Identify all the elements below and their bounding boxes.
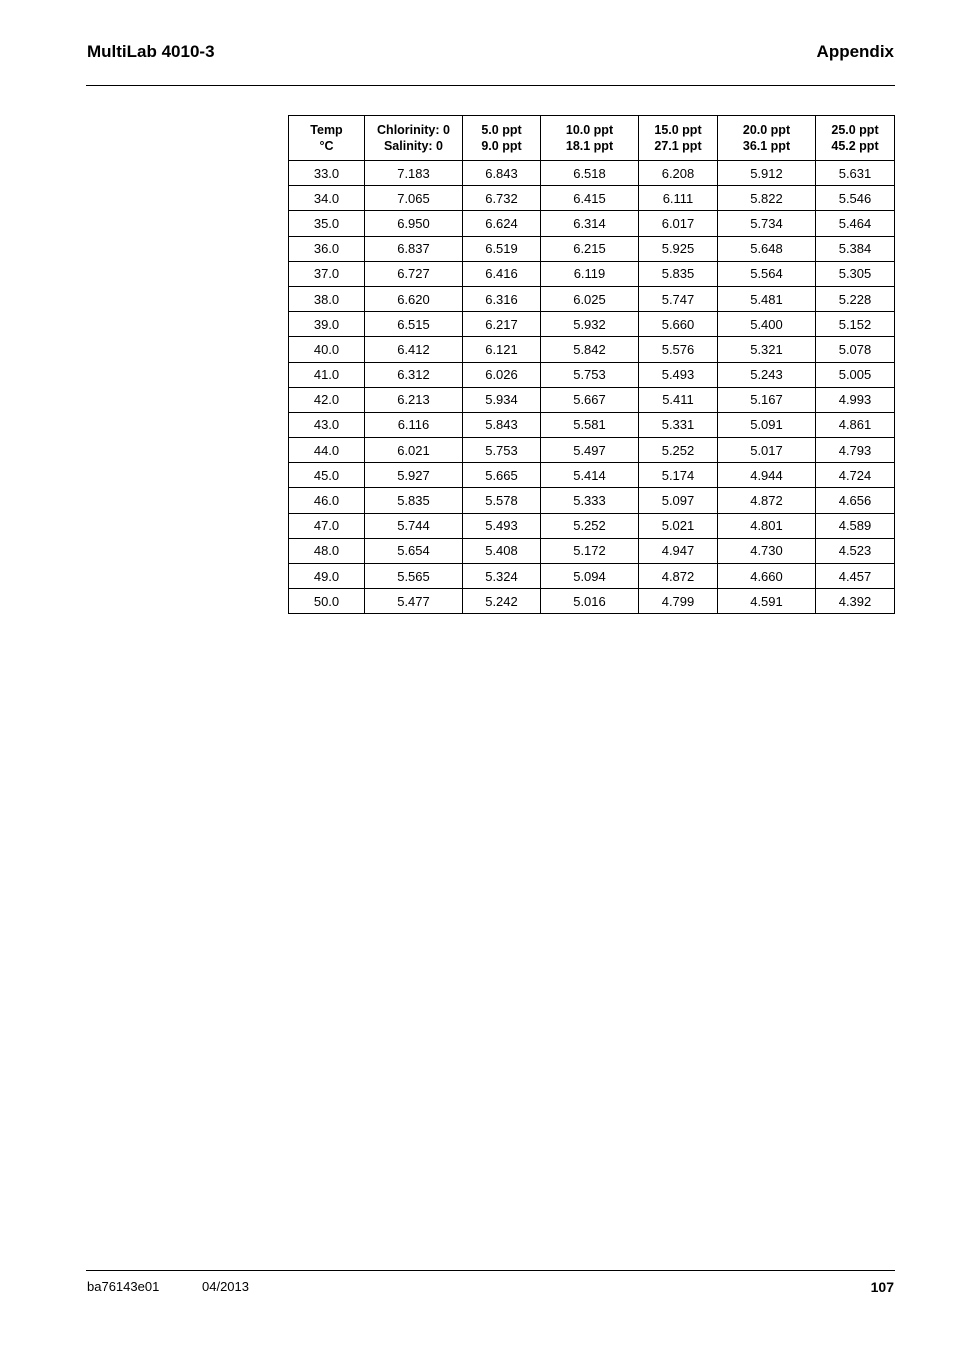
- value-cell: 6.316: [463, 286, 541, 311]
- value-cell: 4.523: [816, 538, 895, 563]
- column-header: [718, 116, 816, 161]
- value-cell: 6.727: [365, 261, 463, 286]
- value-cell: 6.312: [365, 362, 463, 387]
- table-header-row: [289, 116, 895, 161]
- value-cell: 5.331: [639, 412, 718, 437]
- header-divider: [86, 85, 895, 86]
- value-cell: 4.993: [816, 387, 895, 412]
- value-cell: 5.934: [463, 387, 541, 412]
- value-cell: 5.005: [816, 362, 895, 387]
- value-cell: 5.667: [541, 387, 639, 412]
- column-header-line: 27.1 ppt: [654, 139, 702, 153]
- temperature-cell: 43.0: [289, 412, 365, 437]
- value-cell: 4.589: [816, 513, 895, 538]
- value-cell: 5.835: [365, 488, 463, 513]
- value-cell: 5.174: [639, 463, 718, 488]
- value-cell: 5.932: [541, 312, 639, 337]
- column-header-line: 10.0 ppt: [565, 123, 614, 137]
- value-cell: 5.321: [718, 337, 816, 362]
- value-cell: 5.578: [463, 488, 541, 513]
- value-cell: 5.564: [718, 261, 816, 286]
- value-cell: 5.648: [718, 236, 816, 261]
- value-cell: 5.753: [541, 362, 639, 387]
- footer-divider: [86, 1270, 895, 1271]
- value-cell: 6.119: [541, 261, 639, 286]
- table-row: [289, 211, 895, 236]
- value-cell: 5.021: [639, 513, 718, 538]
- column-header: [365, 116, 463, 161]
- value-cell: 5.654: [365, 538, 463, 563]
- column-header: [289, 116, 365, 161]
- value-cell: 6.518: [541, 161, 639, 186]
- table-row: [289, 564, 895, 589]
- temperature-cell: 49.0: [289, 564, 365, 589]
- value-cell: 4.392: [816, 589, 895, 614]
- column-header-line: 18.1 ppt: [565, 139, 614, 153]
- oxygen-solubility-table: [288, 115, 895, 614]
- value-cell: 4.872: [639, 564, 718, 589]
- value-cell: 5.324: [463, 564, 541, 589]
- value-cell: 5.835: [639, 261, 718, 286]
- table-row: [289, 312, 895, 337]
- value-cell: 7.065: [365, 186, 463, 211]
- temperature-cell: 42.0: [289, 387, 365, 412]
- table-row: [289, 488, 895, 513]
- table-row: [289, 438, 895, 463]
- temperature-cell: 48.0: [289, 538, 365, 563]
- section-title: Appendix: [816, 42, 894, 61]
- column-header-line: Salinity: 0: [383, 139, 444, 153]
- value-cell: 5.843: [463, 412, 541, 437]
- value-cell: 5.411: [639, 387, 718, 412]
- value-cell: 5.744: [365, 513, 463, 538]
- table-row: [289, 286, 895, 311]
- value-cell: 5.925: [639, 236, 718, 261]
- value-cell: 6.732: [463, 186, 541, 211]
- value-cell: 4.947: [639, 538, 718, 563]
- value-cell: 6.111: [639, 186, 718, 211]
- table-row: [289, 538, 895, 563]
- temperature-cell: 44.0: [289, 438, 365, 463]
- column-header-line: 45.2 ppt: [831, 139, 879, 153]
- temperature-cell: 33.0: [289, 161, 365, 186]
- value-cell: 5.493: [639, 362, 718, 387]
- page-number: 107: [870, 1279, 894, 1295]
- value-cell: 5.078: [816, 337, 895, 362]
- temperature-cell: 50.0: [289, 589, 365, 614]
- table-row: [289, 412, 895, 437]
- temperature-cell: 41.0: [289, 362, 365, 387]
- value-cell: 6.620: [365, 286, 463, 311]
- value-cell: 6.213: [365, 387, 463, 412]
- value-cell: 4.660: [718, 564, 816, 589]
- value-cell: 5.912: [718, 161, 816, 186]
- column-header-line: 20.0 ppt: [742, 123, 791, 137]
- value-cell: 6.208: [639, 161, 718, 186]
- document-date: 04/2013: [202, 1279, 249, 1294]
- column-header-line: 9.0 ppt: [481, 139, 522, 153]
- value-cell: 5.497: [541, 438, 639, 463]
- temperature-cell: 37.0: [289, 261, 365, 286]
- value-cell: 6.837: [365, 236, 463, 261]
- value-cell: 4.801: [718, 513, 816, 538]
- value-cell: 6.415: [541, 186, 639, 211]
- temperature-cell: 46.0: [289, 488, 365, 513]
- value-cell: 5.097: [639, 488, 718, 513]
- value-cell: 6.314: [541, 211, 639, 236]
- table-body: [289, 161, 895, 614]
- value-cell: 5.753: [463, 438, 541, 463]
- value-cell: 5.477: [365, 589, 463, 614]
- temperature-cell: 35.0: [289, 211, 365, 236]
- value-cell: 5.333: [541, 488, 639, 513]
- column-header-line: 5.0 ppt: [481, 123, 522, 137]
- value-cell: 5.822: [718, 186, 816, 211]
- value-cell: 5.172: [541, 538, 639, 563]
- table-row: [289, 589, 895, 614]
- table-row: [289, 261, 895, 286]
- value-cell: 5.094: [541, 564, 639, 589]
- temperature-cell: 47.0: [289, 513, 365, 538]
- temperature-cell: 40.0: [289, 337, 365, 362]
- value-cell: 4.872: [718, 488, 816, 513]
- value-cell: 5.252: [541, 513, 639, 538]
- value-cell: 5.565: [365, 564, 463, 589]
- value-cell: 4.793: [816, 438, 895, 463]
- value-cell: 5.581: [541, 412, 639, 437]
- column-header-line: °C: [319, 139, 334, 153]
- table-row: [289, 463, 895, 488]
- value-cell: 4.591: [718, 589, 816, 614]
- value-cell: 5.017: [718, 438, 816, 463]
- column-header: [541, 116, 639, 161]
- table-row: [289, 236, 895, 261]
- value-cell: 5.400: [718, 312, 816, 337]
- temperature-cell: 36.0: [289, 236, 365, 261]
- value-cell: 6.416: [463, 261, 541, 286]
- column-header: [816, 116, 895, 161]
- value-cell: 6.519: [463, 236, 541, 261]
- table-row: [289, 186, 895, 211]
- value-cell: 5.243: [718, 362, 816, 387]
- value-cell: 6.843: [463, 161, 541, 186]
- value-cell: 6.950: [365, 211, 463, 236]
- value-cell: 4.730: [718, 538, 816, 563]
- column-header-line: Chlorinity: 0: [377, 123, 450, 137]
- value-cell: 5.665: [463, 463, 541, 488]
- value-cell: 4.944: [718, 463, 816, 488]
- value-cell: 5.927: [365, 463, 463, 488]
- value-cell: 5.242: [463, 589, 541, 614]
- value-cell: 5.016: [541, 589, 639, 614]
- column-header-line: 36.1 ppt: [742, 139, 791, 153]
- column-header: [639, 116, 718, 161]
- value-cell: 5.384: [816, 236, 895, 261]
- value-cell: 5.842: [541, 337, 639, 362]
- value-cell: 4.724: [816, 463, 895, 488]
- value-cell: 6.026: [463, 362, 541, 387]
- value-cell: 4.656: [816, 488, 895, 513]
- value-cell: 6.025: [541, 286, 639, 311]
- column-header-line: 25.0 ppt: [831, 123, 879, 137]
- value-cell: 6.624: [463, 211, 541, 236]
- value-cell: 5.546: [816, 186, 895, 211]
- value-cell: 7.183: [365, 161, 463, 186]
- value-cell: 5.252: [639, 438, 718, 463]
- table-row: [289, 362, 895, 387]
- temperature-cell: 38.0: [289, 286, 365, 311]
- value-cell: 4.799: [639, 589, 718, 614]
- column-header: [463, 116, 541, 161]
- value-cell: 5.414: [541, 463, 639, 488]
- value-cell: 5.408: [463, 538, 541, 563]
- document-title: MultiLab 4010-3: [87, 42, 215, 61]
- temperature-cell: 34.0: [289, 186, 365, 211]
- table-row: [289, 337, 895, 362]
- value-cell: 6.217: [463, 312, 541, 337]
- value-cell: 4.861: [816, 412, 895, 437]
- temperature-cell: 39.0: [289, 312, 365, 337]
- value-cell: 5.305: [816, 261, 895, 286]
- column-header-line: Temp: [310, 123, 343, 137]
- value-cell: 5.464: [816, 211, 895, 236]
- value-cell: 5.734: [718, 211, 816, 236]
- value-cell: 5.228: [816, 286, 895, 311]
- value-cell: 6.412: [365, 337, 463, 362]
- value-cell: 6.515: [365, 312, 463, 337]
- value-cell: 4.457: [816, 564, 895, 589]
- value-cell: 5.152: [816, 312, 895, 337]
- value-cell: 5.576: [639, 337, 718, 362]
- table-row: [289, 161, 895, 186]
- value-cell: 5.481: [718, 286, 816, 311]
- value-cell: 5.747: [639, 286, 718, 311]
- column-header-line: 15.0 ppt: [654, 123, 702, 137]
- temperature-cell: 45.0: [289, 463, 365, 488]
- value-cell: 5.660: [639, 312, 718, 337]
- document-id: ba76143e01: [87, 1279, 160, 1294]
- value-cell: 6.017: [639, 211, 718, 236]
- value-cell: 6.021: [365, 438, 463, 463]
- value-cell: 6.116: [365, 412, 463, 437]
- table-row: [289, 513, 895, 538]
- table-row: [289, 387, 895, 412]
- value-cell: 5.167: [718, 387, 816, 412]
- value-cell: 6.121: [463, 337, 541, 362]
- value-cell: 6.215: [541, 236, 639, 261]
- value-cell: 5.493: [463, 513, 541, 538]
- value-cell: 5.091: [718, 412, 816, 437]
- value-cell: 5.631: [816, 161, 895, 186]
